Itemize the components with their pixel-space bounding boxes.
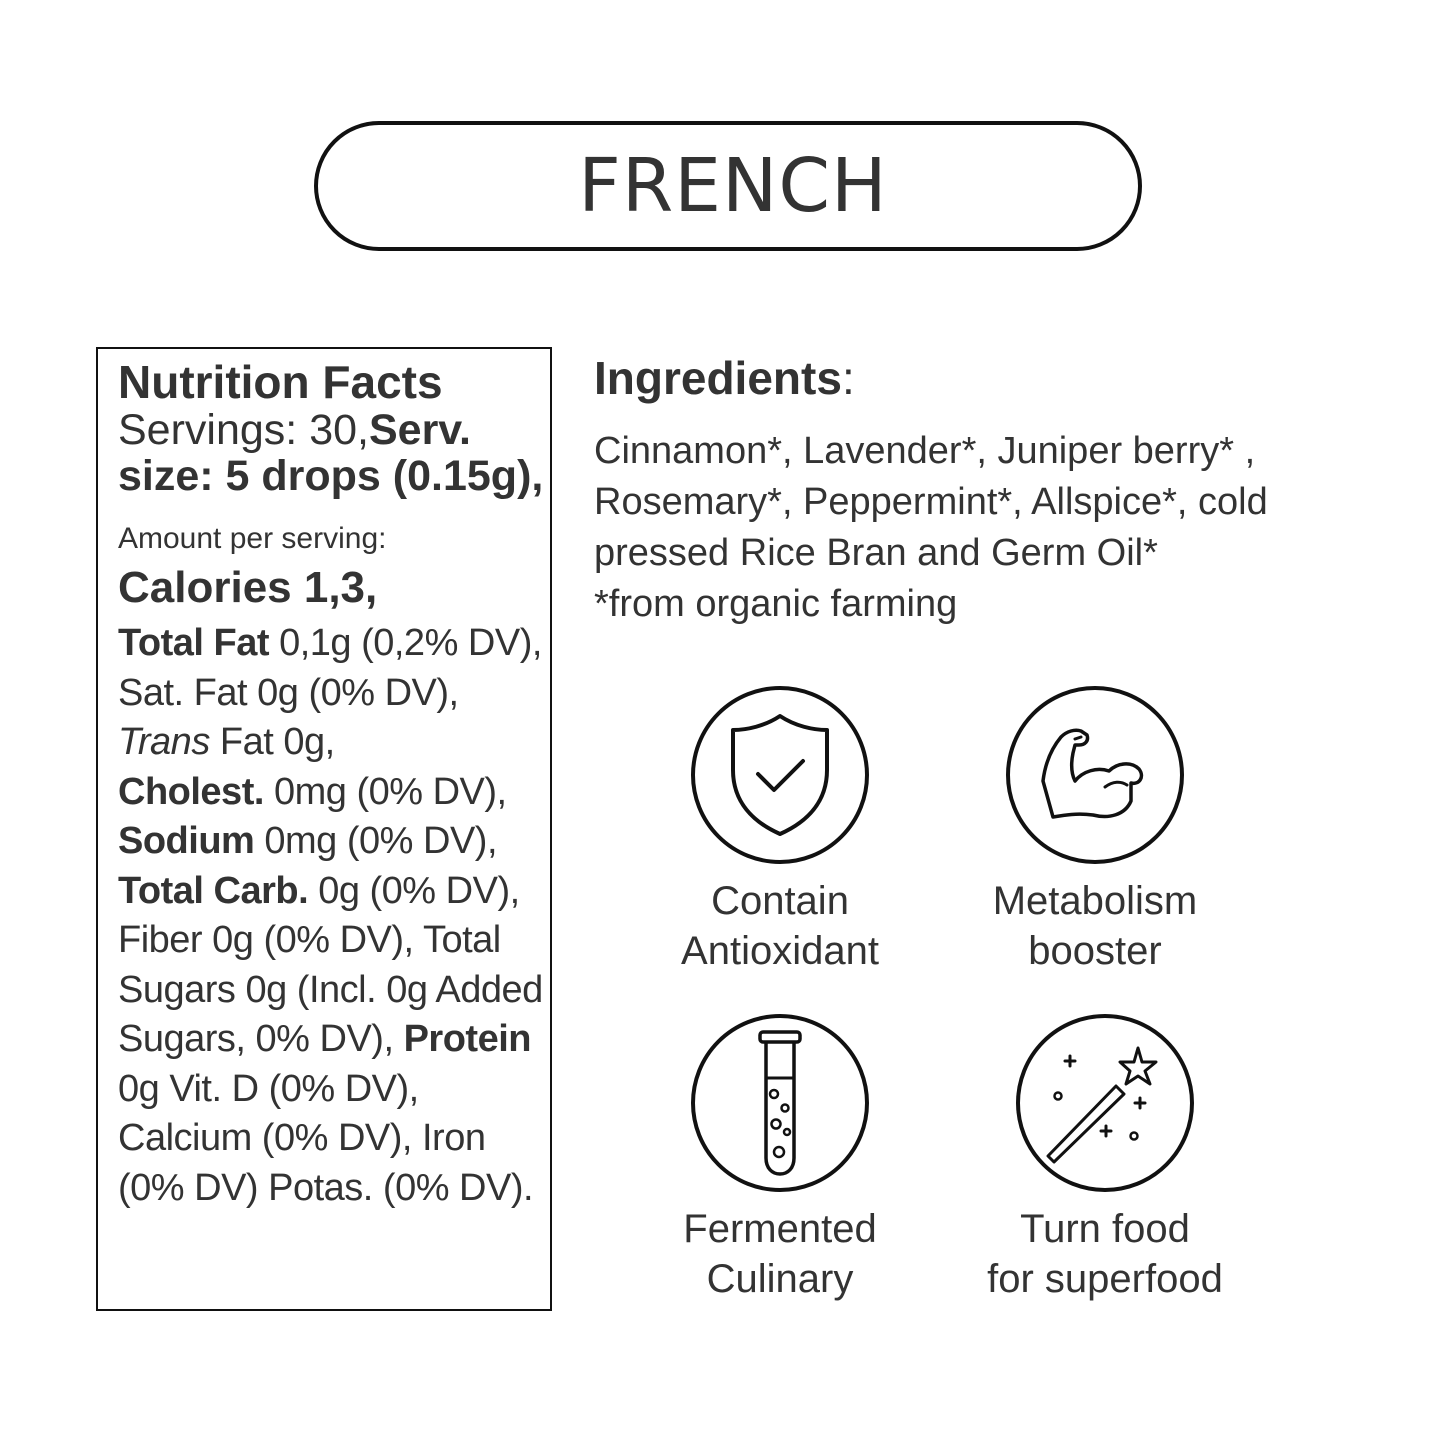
feature-label: Contain Antioxidant bbox=[681, 879, 879, 973]
feature-circle bbox=[691, 686, 869, 864]
ingredients-footnote: *from organic farming bbox=[594, 583, 958, 625]
flexed-arm-icon bbox=[1035, 725, 1155, 825]
servings-text: Servings: 30, bbox=[118, 406, 369, 454]
ingredients-list-text: Cinnamon*, Lavender*, Juniper berry* , Rosemary*, Peppermint*, Allspice*, cold pressed Rice Bran and Germ Oil* bbox=[594, 430, 1268, 574]
feature-label: Turn food for superfood bbox=[987, 1207, 1223, 1301]
ingredients-colon: : bbox=[841, 352, 855, 404]
nutrition-heading: Nutrition Facts bbox=[118, 356, 443, 408]
test-tube-icon bbox=[750, 1028, 810, 1178]
cholest-label: Cholest. bbox=[118, 770, 264, 813]
feature-circle bbox=[691, 1014, 869, 1192]
total-fat-value: 0,1g (0,2% DV), Sat. Fat 0g (0% DV), bbox=[118, 622, 542, 714]
page-title: FRENCH bbox=[578, 143, 888, 229]
sodium-label: Sodium bbox=[118, 820, 255, 862]
shield-check-icon bbox=[725, 710, 835, 840]
feature-circle bbox=[1006, 686, 1184, 864]
nutrition-facts-panel bbox=[96, 347, 552, 1311]
nutrient-list bbox=[118, 619, 550, 1213]
ingredients-title bbox=[594, 350, 1384, 406]
feature-circle bbox=[1016, 1014, 1194, 1192]
trans-value: Fat 0g, bbox=[209, 721, 335, 763]
sodium-value: 0mg (0% DV), bbox=[254, 820, 497, 862]
carb-label: Total Carb. bbox=[118, 869, 309, 912]
feature-fermented bbox=[640, 1014, 920, 1304]
cholest-value: 0mg (0% DV), bbox=[263, 770, 507, 813]
protein-value: 0g Vit. D (0% DV), Calcium (0% DV), Iron (0% DV) Potas. (0% DV). bbox=[118, 1067, 534, 1209]
ingredients-section bbox=[594, 350, 1384, 630]
protein-label: Protein bbox=[403, 1018, 531, 1060]
servings-line bbox=[118, 407, 550, 499]
feature-metabolism bbox=[955, 686, 1235, 976]
calories: Calories 1,3, bbox=[118, 563, 378, 612]
amount-per-serving: Amount per serving: bbox=[118, 522, 387, 555]
feature-antioxidant bbox=[640, 686, 920, 976]
feature-label: Fermented Culinary bbox=[683, 1207, 877, 1301]
title-pill bbox=[314, 121, 1142, 251]
total-fat-label: Total Fat bbox=[118, 622, 270, 664]
serving-size: Serv. size: 5 drops (0.15g), bbox=[118, 406, 544, 500]
feature-superfood bbox=[955, 1014, 1255, 1304]
trans-label: Trans bbox=[118, 721, 210, 763]
magic-wand-icon bbox=[1040, 1038, 1170, 1168]
ingredients-list bbox=[594, 426, 1384, 630]
ingredients-title-text: Ingredients bbox=[594, 352, 842, 404]
carb-value: 0g (0% DV), Fiber 0g (0% DV), Total Sugars 0g (Incl. 0g Added Sugars, 0% DV), bbox=[118, 869, 543, 1060]
feature-label: Metabolism booster bbox=[992, 879, 1198, 973]
